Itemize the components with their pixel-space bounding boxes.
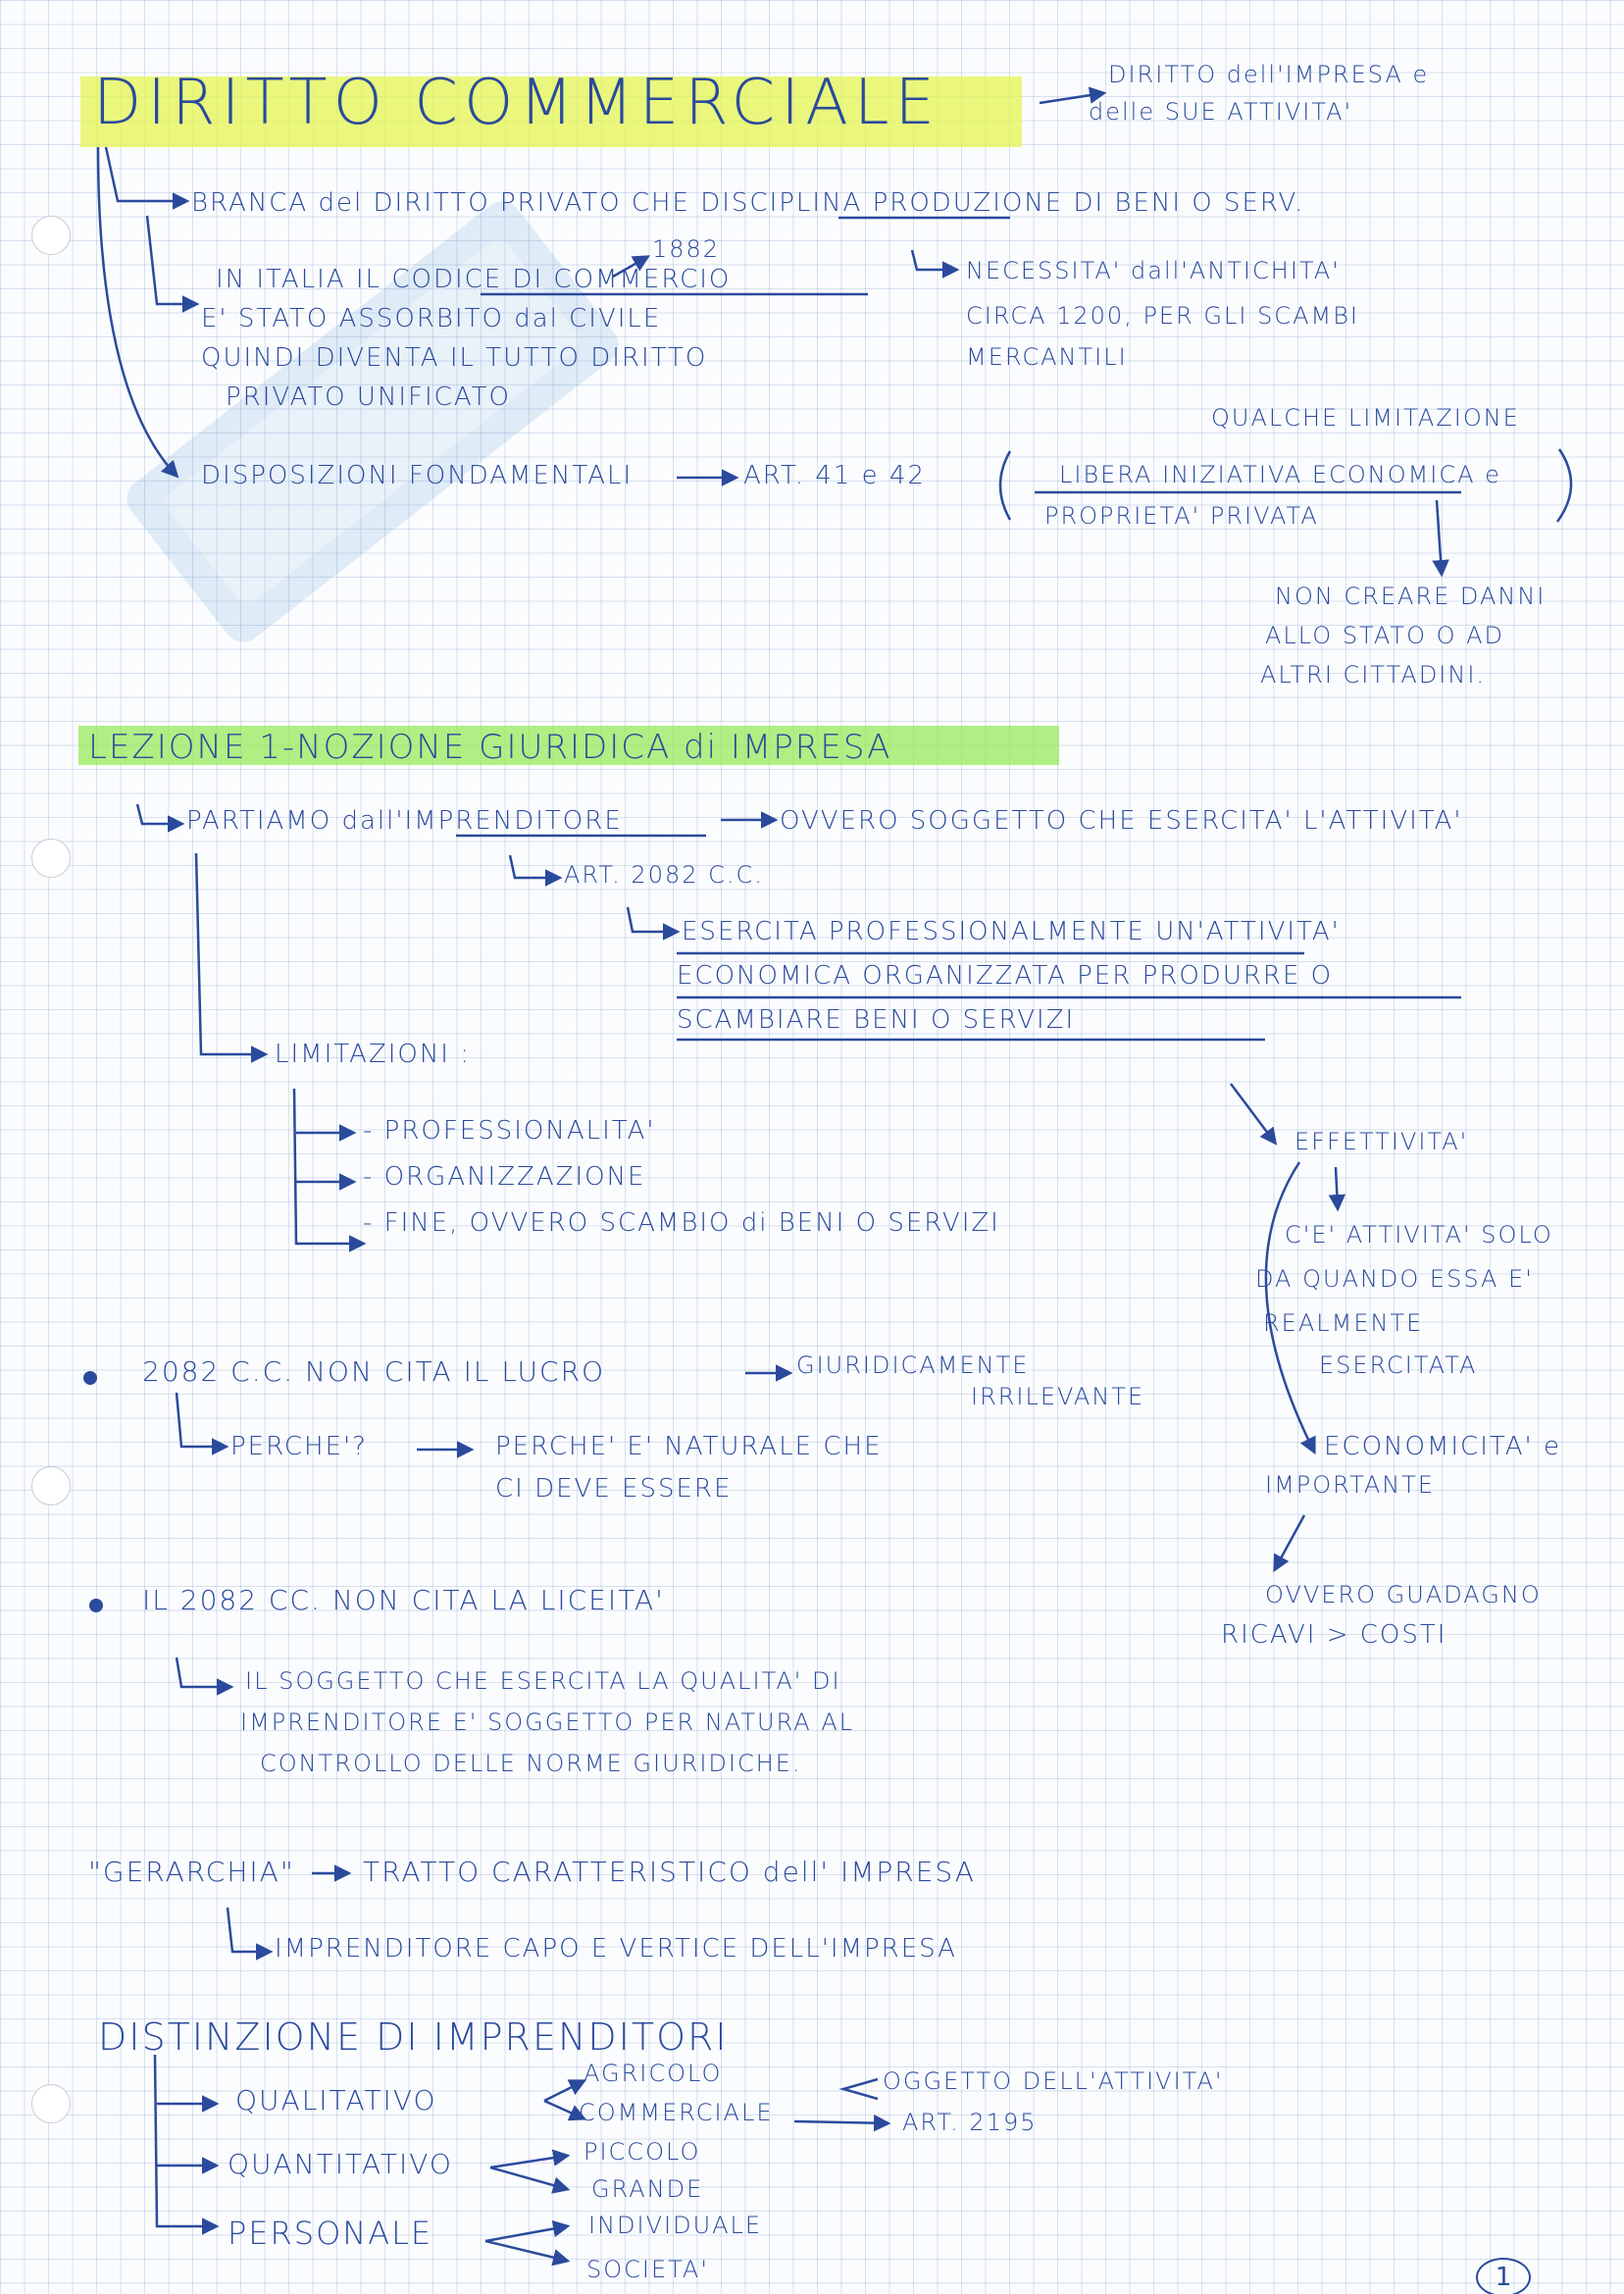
personale-label: PERSONALE xyxy=(228,2215,433,2252)
ovvero-text: OVVERO SOGGETTO CHE ESERCITA' L'ATTIVITA' xyxy=(780,806,1463,836)
perche-text: PERCHE'? xyxy=(230,1432,368,1461)
gerarchia-word: "GERARCHIA" xyxy=(88,1856,295,1888)
limitazione-item: - PROFESSIONALITA' xyxy=(363,1116,656,1146)
liceita-text: IL 2082 CC. NON CITA LA LICEITA' xyxy=(142,1584,665,1616)
disposizioni-text: DISPOSIZIONI FONDAMENTALI xyxy=(201,461,634,490)
distinzione-heading: DISTINZIONE DI IMPRENDITORI xyxy=(98,2015,729,2059)
necessita-text: MERCANTILI xyxy=(966,343,1128,371)
giuridicamente-text: GIURIDICAMENTE xyxy=(796,1351,1030,1379)
codice-text: QUINDI DIVENTA IL TUTTO DIRITTO xyxy=(201,343,708,373)
branca-text: BRANCA del DIRITTO PRIVATO CHE DISCIPLINA PRODUZIONE DI BENI O SERV. xyxy=(191,188,1305,218)
quantitativo-label: QUANTITATIVO xyxy=(228,2148,453,2180)
necessita-text: CIRCA 1200, PER GLI SCAMBI xyxy=(966,302,1359,330)
title-note: delle SUE ATTIVITA' xyxy=(1089,98,1353,126)
codice-text: E' STATO ASSORBITO dal CIVILE xyxy=(201,304,662,333)
effettivita-text: ESERCITATA xyxy=(1319,1351,1478,1379)
gerarchia-text: IMPRENDITORE CAPO E VERTICE DELL'IMPRESA xyxy=(275,1934,957,1963)
bullet-dot xyxy=(83,1371,97,1385)
effettivita-text: C'E' ATTIVITA' SOLO xyxy=(1285,1221,1553,1249)
codice-text: PRIVATO UNIFICATO xyxy=(226,382,511,412)
esercita-text: SCAMBIARE BENI O SERVIZI xyxy=(677,1005,1076,1035)
liceita-sub: IL SOGGETTO CHE ESERCITA LA QUALITA' DI xyxy=(245,1667,841,1695)
limitazione-item: - ORGANIZZAZIONE xyxy=(363,1162,646,1192)
liceita-sub: CONTROLLO DELLE NORME GIURIDICHE. xyxy=(260,1750,802,1777)
partiamo-text: PARTIAMO dall'IMPRENDITORE xyxy=(186,806,623,836)
danni-text: NON CREARE DANNI xyxy=(1275,583,1547,610)
individuale-label: INDIVIDUALE xyxy=(588,2212,763,2239)
art-text: ART. 2082 C.C. xyxy=(564,861,764,889)
codice-text: IN ITALIA IL CODICE DI COMMERCIO xyxy=(216,265,732,294)
liceita-sub: IMPRENDITORE E' SOGGETTO PER NATURA AL xyxy=(240,1708,855,1736)
perche-answer: PERCHE' E' NATURALE CHE xyxy=(495,1432,883,1461)
gerarchia-text: TRATTO CARATTERISTICO dell' IMPRESA xyxy=(363,1856,976,1888)
page-number: 1 xyxy=(1476,2258,1531,2294)
giuridicamente-text: IRRILEVANTE xyxy=(971,1383,1145,1410)
esercita-text: ESERCITA PROFESSIONALMENTE UN'ATTIVITA' xyxy=(682,917,1341,946)
danni-text: ALTRI CITTADINI. xyxy=(1260,661,1487,688)
economicita-label: ECONOMICITA' e xyxy=(1324,1432,1561,1461)
qualche-text: QUALCHE LIMITAZIONE xyxy=(1211,404,1520,432)
lesson-heading: LEZIONE 1-NOZIONE GIURIDICA di IMPRESA xyxy=(88,728,892,767)
limitazione-item: - FINE, OVVERO SCAMBIO di BENI O SERVIZI xyxy=(363,1208,1000,1238)
articoli-text: ART. 41 e 42 xyxy=(743,461,926,490)
page-title: DIRITTO COMMERCIALE xyxy=(93,67,940,139)
oggetto-text: OGGETTO DELL'ATTIVITA' xyxy=(883,2067,1224,2095)
guadagno-text: OVVERO GUADAGNO xyxy=(1265,1581,1542,1608)
agricolo-label: AGRICOLO xyxy=(584,2060,723,2087)
limitazioni-label: LIMITAZIONI : xyxy=(275,1040,471,1069)
effettivita-label: EFFETTIVITA' xyxy=(1294,1128,1469,1155)
libera-text: LIBERA INIZIATIVA ECONOMICA e xyxy=(1059,461,1501,488)
qualitativo-label: QUALITATIVO xyxy=(235,2084,437,2116)
piccolo-label: PICCOLO xyxy=(584,2138,701,2166)
societa-label: SOCIETA' xyxy=(586,2256,709,2283)
title-note: DIRITTO dell'IMPRESA e xyxy=(1108,61,1430,88)
grande-label: GRANDE xyxy=(591,2175,704,2203)
perche-answer: CI DEVE ESSERE xyxy=(495,1474,733,1504)
effettivita-text: DA QUANDO ESSA E' xyxy=(1255,1265,1534,1293)
commerciale-label: COMMERCIALE xyxy=(579,2099,774,2126)
danni-text: ALLO STATO O AD xyxy=(1265,622,1505,649)
esercita-text: ECONOMICA ORGANIZZATA PER PRODURRE O xyxy=(677,961,1334,991)
effettivita-text: REALMENTE xyxy=(1263,1309,1424,1337)
economicita-text: IMPORTANTE xyxy=(1265,1471,1436,1499)
bullet-dot xyxy=(89,1599,103,1612)
lucro-text: 2082 C.C. NON CITA IL LUCRO xyxy=(142,1355,606,1388)
necessita-text: NECESSITA' dall'ANTICHITA' xyxy=(966,257,1341,284)
guadagno-text: RICAVI > COSTI xyxy=(1221,1620,1447,1650)
libera-text: PROPRIETA' PRIVATA xyxy=(1044,502,1319,530)
year-note: 1882 xyxy=(652,235,721,263)
art2195-text: ART. 2195 xyxy=(902,2109,1038,2136)
